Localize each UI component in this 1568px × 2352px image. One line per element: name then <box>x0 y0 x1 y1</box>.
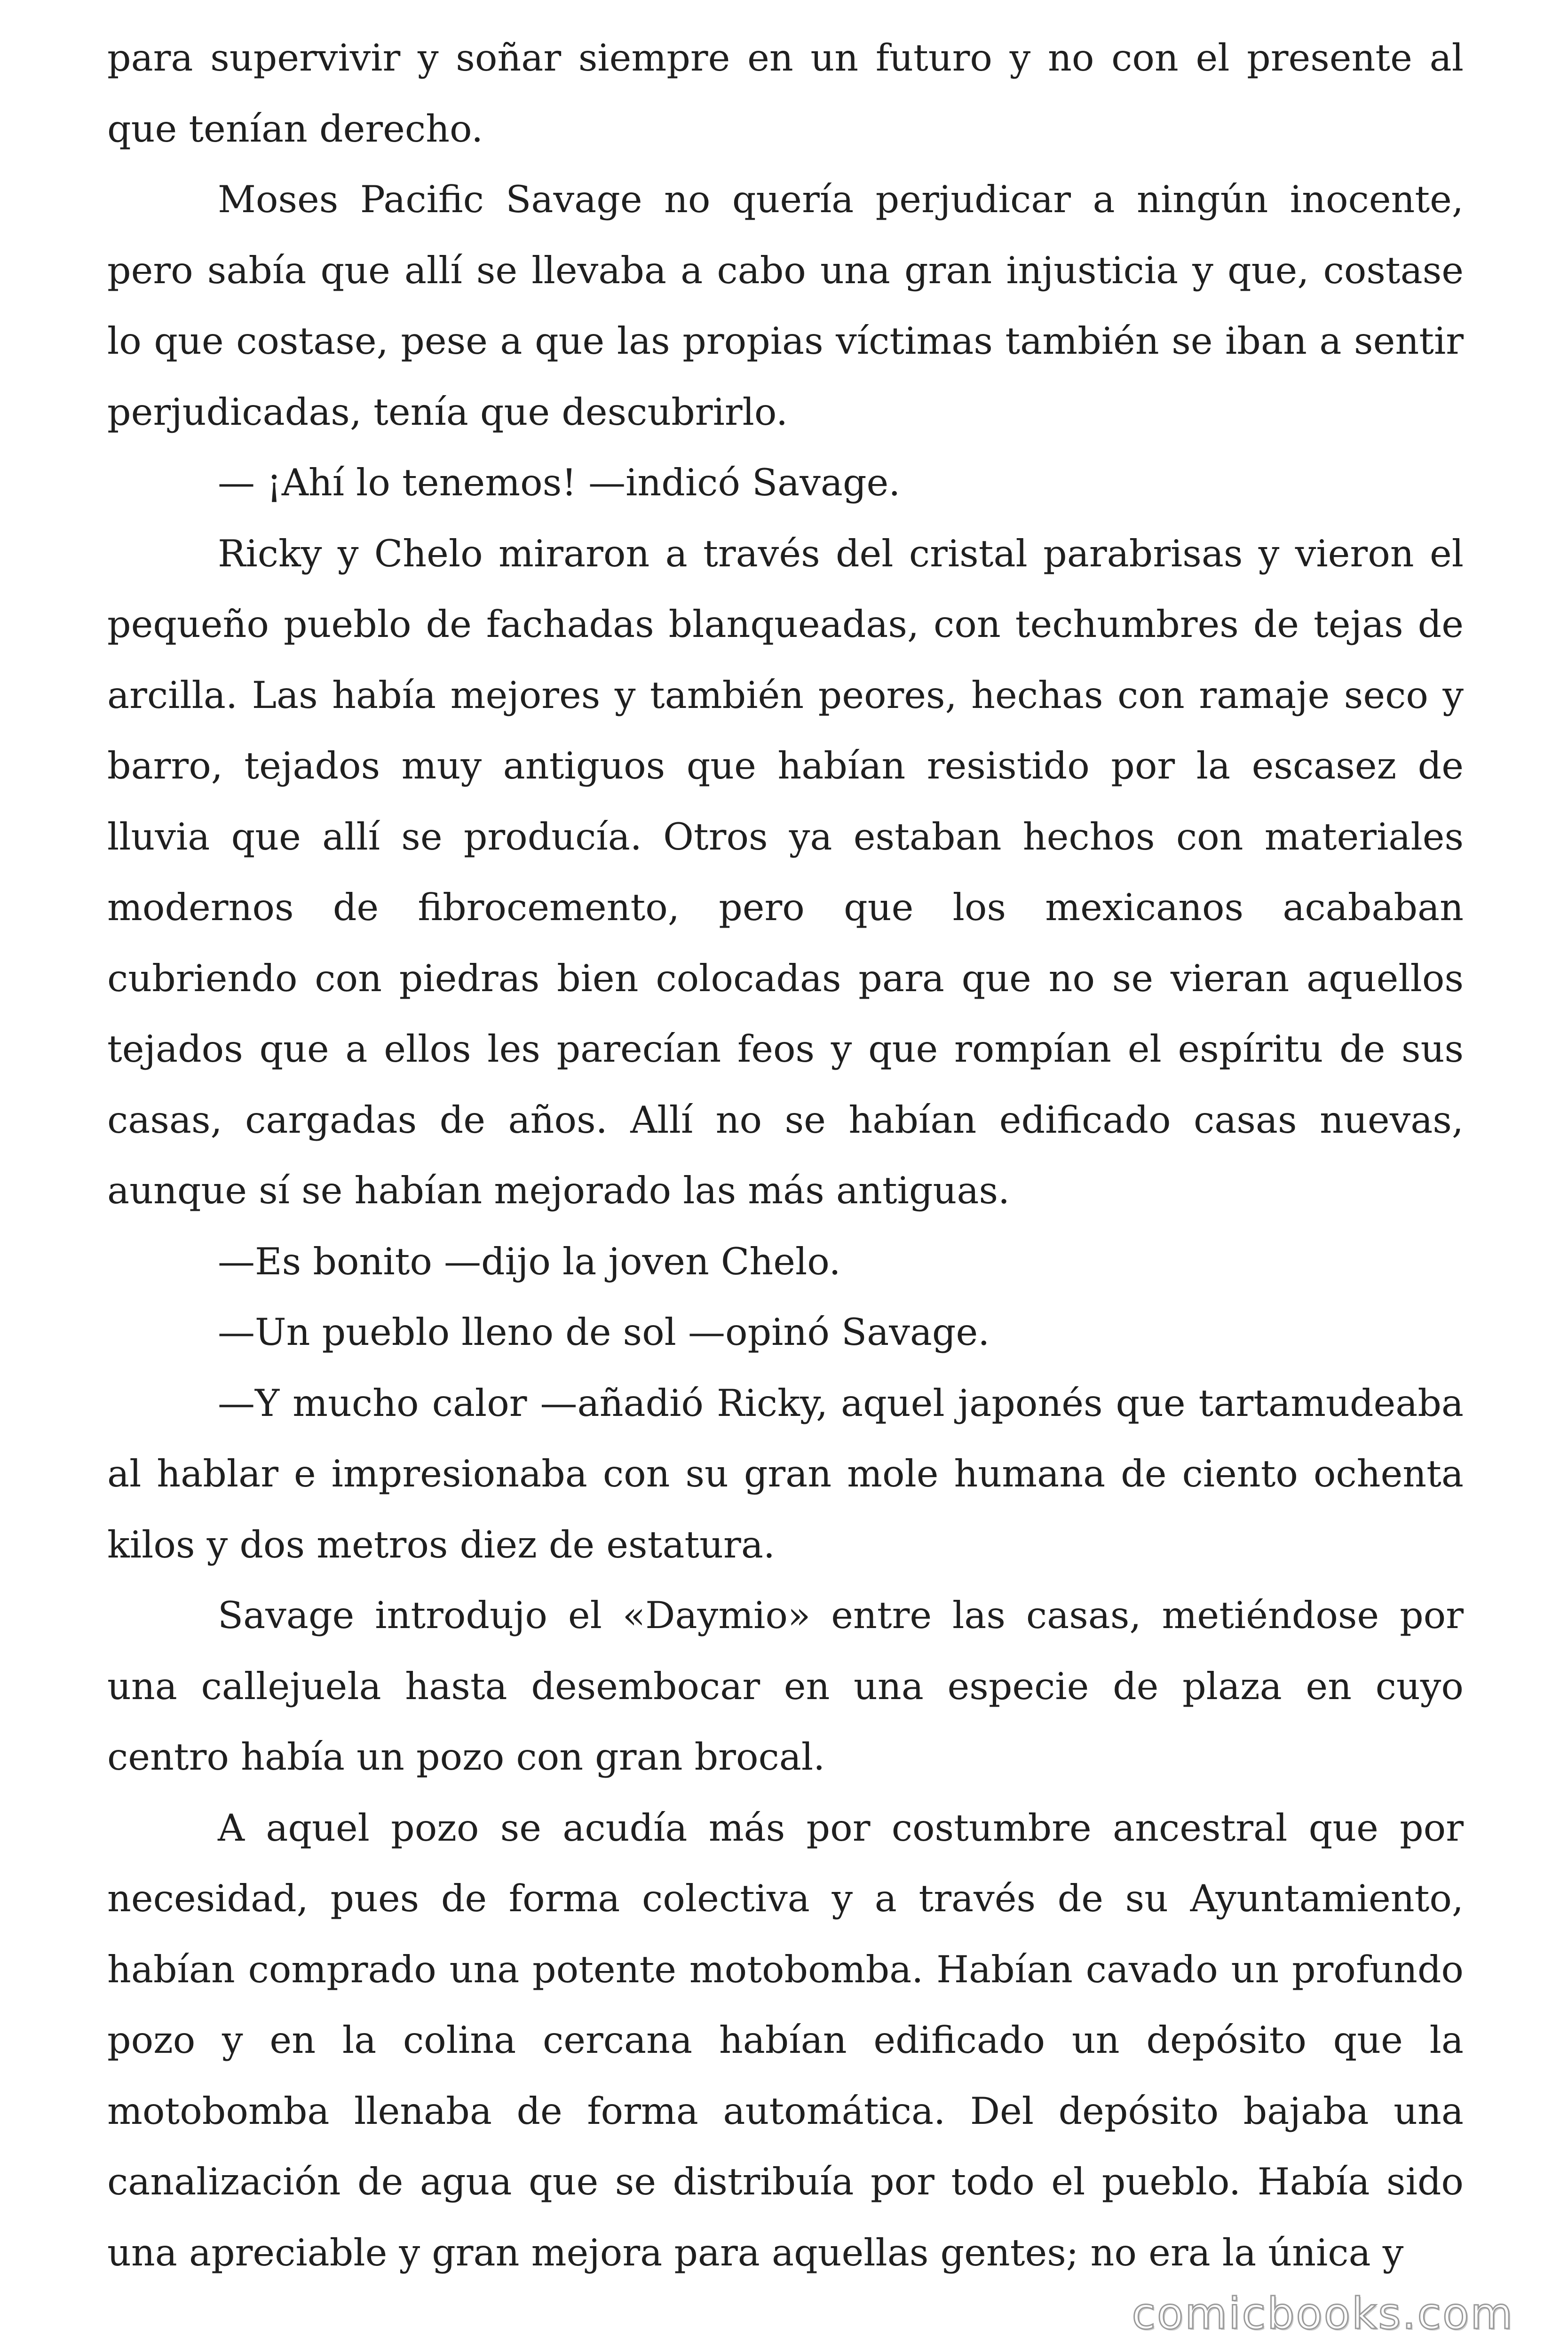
paragraph: A aquel pozo se acudía más por costumbre ancestral que por necesidad, pues de forma colectiva y a través de su Ayuntamiento, habían comprado una potente motobomba. Habían cavado un profundo pozo y en la colina cercana habían edificado un depósito que la motobomba llenaba de forma automática. Del depósito bajaba una canalización de agua que se distribuía por todo el pueblo. Había sido una apreciable y gran mejora para aquellas gentes; no era la única y <box>107 1806 1464 2274</box>
watermark: comicbooks.com <box>1132 2288 1514 2339</box>
dialogue-line: —Un pueblo lleno de sol —opinó Savage. <box>218 1311 990 1354</box>
paragraph: Savage introdujo el «Daymio» entre las casas, metiéndose por una callejuela hasta desembocar en una especie de plaza en cuyo centro había un pozo con gran brocal. <box>107 1594 1464 1779</box>
dialogue-line: — ¡Ahí lo tenemos! —indicó Savage. <box>218 461 901 504</box>
paragraph: Ricky y Chelo miraron a través del cristal parabrisas y vieron el pequeño pueblo de fachadas blanqueadas, con techumbres de tejas de arcilla. Las había mejores y también peores, hechas con ramaje seco y barro, tejados muy antiguos que habían resistido por la escasez de lluvia que allí se producía. Otros ya estaban hechos con materiales modernos de fibrocemento, pero que los mexicanos acababan cubriendo con piedras bien colocadas para que no se vieran aquellos tejados que a ellos les parecían feos y que rompían el espíritu de sus casas, cargadas de años. Allí no se habían edificado casas nuevas, aunque sí se habían mejorado las más antiguas. <box>107 532 1464 1212</box>
paragraph-continuation: para supervivir y soñar siempre en un futuro y no con el presente al que tenían derecho. <box>107 36 1464 151</box>
body-text <box>107 23 1464 2288</box>
paragraph: Moses Pacific Savage no quería perjudicar a ningún inocente, pero sabía que allí se llevaba a cabo una gran injusticia y que, costase lo que costase, pese a que las propias víctimas también se iban a sentir perjudicadas, tenía que descubrirlo. <box>107 178 1464 434</box>
dialogue-line: —Es bonito —dijo la joven Chelo. <box>218 1240 841 1283</box>
dialogue-line: —Y mucho calor —añadió Ricky, aquel japonés que tartamudeaba al hablar e impresionaba con su gran mole humana de ciento ochenta kilos y dos metros diez de estatura. <box>107 1381 1464 1566</box>
